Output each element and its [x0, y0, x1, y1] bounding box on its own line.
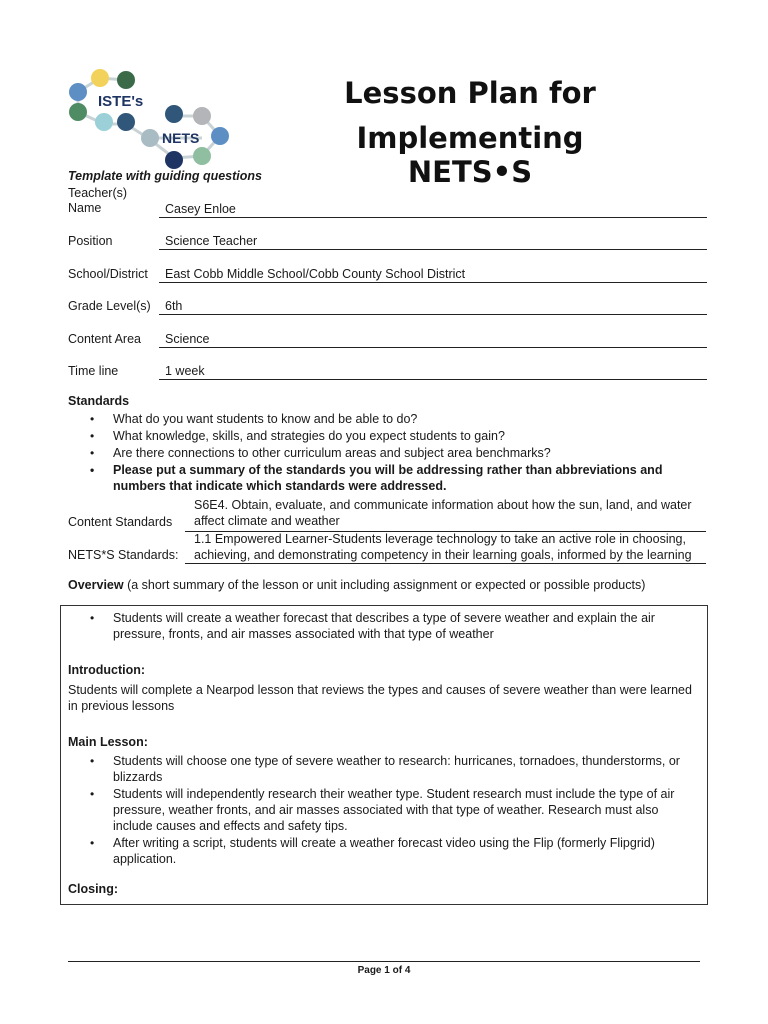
timeline-underline	[159, 379, 707, 380]
content-area-field[interactable]: Science	[165, 332, 210, 346]
school-underline	[159, 282, 707, 283]
main-lesson-list	[68, 753, 688, 868]
title-line-1: Lesson Plan for	[344, 76, 596, 110]
school-field[interactable]: East Cobb Middle School/Cobb County School District	[165, 267, 466, 281]
nets-standards-field[interactable]	[194, 531, 706, 563]
main-lesson-heading: Main Lesson:	[68, 735, 148, 749]
overview-list	[68, 610, 688, 643]
introduction-heading: Introduction:	[68, 663, 146, 677]
content-standards-field[interactable]	[194, 497, 706, 529]
logo-text-iste: ISTE's	[98, 93, 144, 110]
list-item: • Please put a summary of the standards you will be addressing rather than abbreviations and numbers that indicate which standards were addressed.	[68, 462, 688, 494]
list-item: • After writing a script, students will create a weather forecast video using the Flip (formerly Flipgrid) application.	[68, 835, 688, 867]
standards-heading: Standards	[68, 394, 130, 408]
grade-underline	[159, 314, 707, 315]
iste-nets-logo	[64, 66, 234, 170]
position-label: Position	[68, 234, 113, 248]
standards-questions-list	[68, 411, 688, 495]
teacher-name-field[interactable]: Casey Enloe	[165, 202, 236, 216]
teacher-label	[68, 186, 127, 216]
list-item: • Students will choose one type of severe weather to research: hurricanes, tornadoes, thunderstorms, or blizzards	[68, 753, 688, 785]
nets-standards-underline	[185, 563, 706, 564]
page-number: Page 1 of 4	[357, 965, 411, 976]
footer-divider	[68, 961, 700, 962]
nets-standards-line-2: achieving, and demonstrating competency in their learning goals, informed by the learning	[194, 548, 692, 562]
list-item: • What do you want students to know and be able to do?	[68, 411, 688, 427]
timeline-field[interactable]: 1 week	[165, 364, 205, 378]
nets-standards-line-1: 1.1 Empowered Learner-Students leverage technology to take an active role in choosing,	[194, 532, 686, 546]
introduction-text: Students will complete a Nearpod lesson that reviews the types and causes of severe weather than were learned in previous lessons	[68, 683, 692, 713]
timeline-label: Time line	[68, 364, 119, 378]
school-label: School/District	[68, 267, 148, 281]
list-item: • Are there connections to other curriculum areas and subject area benchmarks?	[68, 445, 688, 461]
teacher-label-line-1: Teacher(s)	[68, 186, 128, 200]
teacher-label-line-2: Name	[68, 201, 102, 215]
teacher-underline	[159, 217, 707, 218]
grade-field[interactable]: 6th	[165, 299, 183, 313]
title-line-2: Implementing NETS•S	[356, 121, 584, 189]
content-area-underline	[159, 347, 707, 348]
overview-note: (a short summary of the lesson or unit including assignment or expected or possible products)	[123, 578, 646, 592]
nets-standards-label: NETS*S Standards:	[68, 548, 179, 562]
list-item: • What knowledge, skills, and strategies do you expect students to gain?	[68, 428, 688, 444]
page-subtitle: Template with guiding questions	[68, 169, 262, 183]
content-standards-line-1: S6E4. Obtain, evaluate, and communicate information about how the sun, land, and water	[194, 498, 692, 512]
grade-label: Grade Level(s)	[68, 299, 151, 313]
position-underline	[159, 249, 707, 250]
closing-heading: Closing:	[68, 882, 118, 896]
overview-heading: Overview	[68, 578, 124, 592]
content-standards-label: Content Standards	[68, 515, 173, 529]
overview-line	[68, 578, 645, 592]
content-standards-line-2: affect climate and weather	[194, 514, 340, 528]
lesson-details-box[interactable]	[60, 605, 708, 905]
list-item: • Students will independently research their weather type. Student research must include the type of air pressure, weather fronts, and air masses associated with that type of weather. Research must also include causes and effects and safety tips.	[68, 786, 688, 834]
content-area-label: Content Area	[68, 332, 141, 346]
position-field[interactable]: Science Teacher	[165, 234, 258, 248]
list-item: • Students will create a weather forecast that describes a type of severe weather and explain the air pressure, fronts, and air masses associated with that type of weather	[68, 610, 688, 642]
logo-text-nets: NETS	[162, 130, 200, 146]
